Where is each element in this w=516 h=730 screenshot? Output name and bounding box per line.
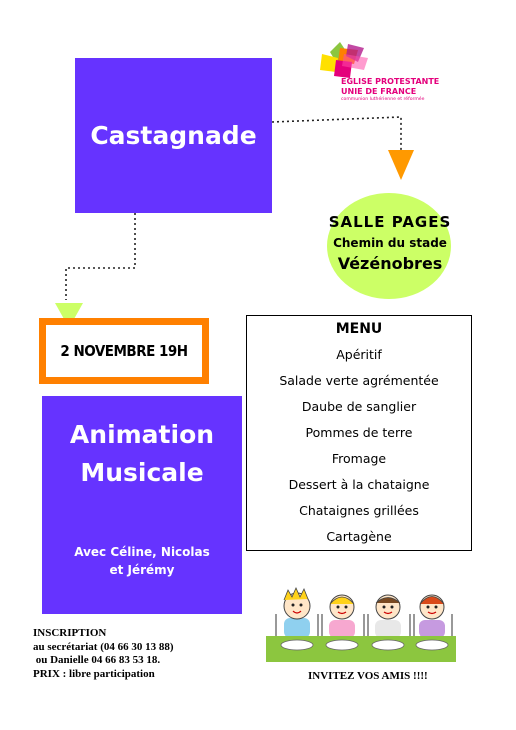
- menu-item: Chataignes grillées: [299, 503, 419, 518]
- inscription-info: [33, 627, 174, 681]
- animation-title-line-2: Musicale: [80, 458, 204, 487]
- menu-title: MENU: [335, 321, 383, 337]
- animation-title-line-1: Animation: [69, 420, 215, 449]
- menu-item: Pommes de terre: [305, 425, 413, 440]
- kids-at-table-illustration: [266, 580, 456, 664]
- menu-item: Daube de sanglier: [301, 399, 417, 414]
- kid-icon: [284, 588, 310, 638]
- performers-line-1: Avec Céline, Nicolas: [74, 545, 210, 559]
- kid-icon: [329, 595, 355, 638]
- menu-item: Cartagène: [326, 529, 392, 544]
- kid-icon: [419, 595, 445, 638]
- venue-town: Vézénobres: [337, 254, 443, 273]
- menu-item: Fromage: [331, 451, 387, 466]
- inscription-price: PRIX : libre participation: [33, 667, 155, 680]
- animation-box: [42, 396, 242, 614]
- church-logo: [318, 40, 488, 110]
- invite-text: INVITEZ VOS AMIS !!!!: [308, 670, 428, 682]
- event-date: 2 NOVEMBRE 19H: [39, 318, 209, 384]
- performers-line-2: et Jérémy: [109, 563, 175, 577]
- menu-box: [246, 315, 472, 551]
- arrow-down-icon: [388, 150, 414, 180]
- menu-item: Salade verte agrémentée: [279, 373, 439, 388]
- event-title: Castagnade: [75, 58, 272, 213]
- venue-name: SALLE PAGES: [328, 213, 452, 231]
- venue-street: Chemin du stade: [333, 236, 447, 250]
- menu-item: Dessert à la chataigne: [288, 477, 430, 492]
- logo-line-2: UNIE DE FRANCE: [341, 87, 417, 96]
- logo-line-3: communion luthérienne et réformée: [341, 97, 425, 102]
- inscription-secretariat: au secrétariat (04 66 30 13 88): [33, 640, 174, 653]
- inscription-title: INSCRIPTION: [33, 627, 107, 639]
- cross-logo-icon: [318, 40, 378, 80]
- menu-item: Apéritif: [336, 347, 382, 362]
- inscription-contact: ou Danielle 04 66 83 53 18.: [33, 654, 161, 666]
- logo-line-1: EGLISE PROTESTANTE: [341, 77, 440, 86]
- kid-icon: [375, 595, 401, 638]
